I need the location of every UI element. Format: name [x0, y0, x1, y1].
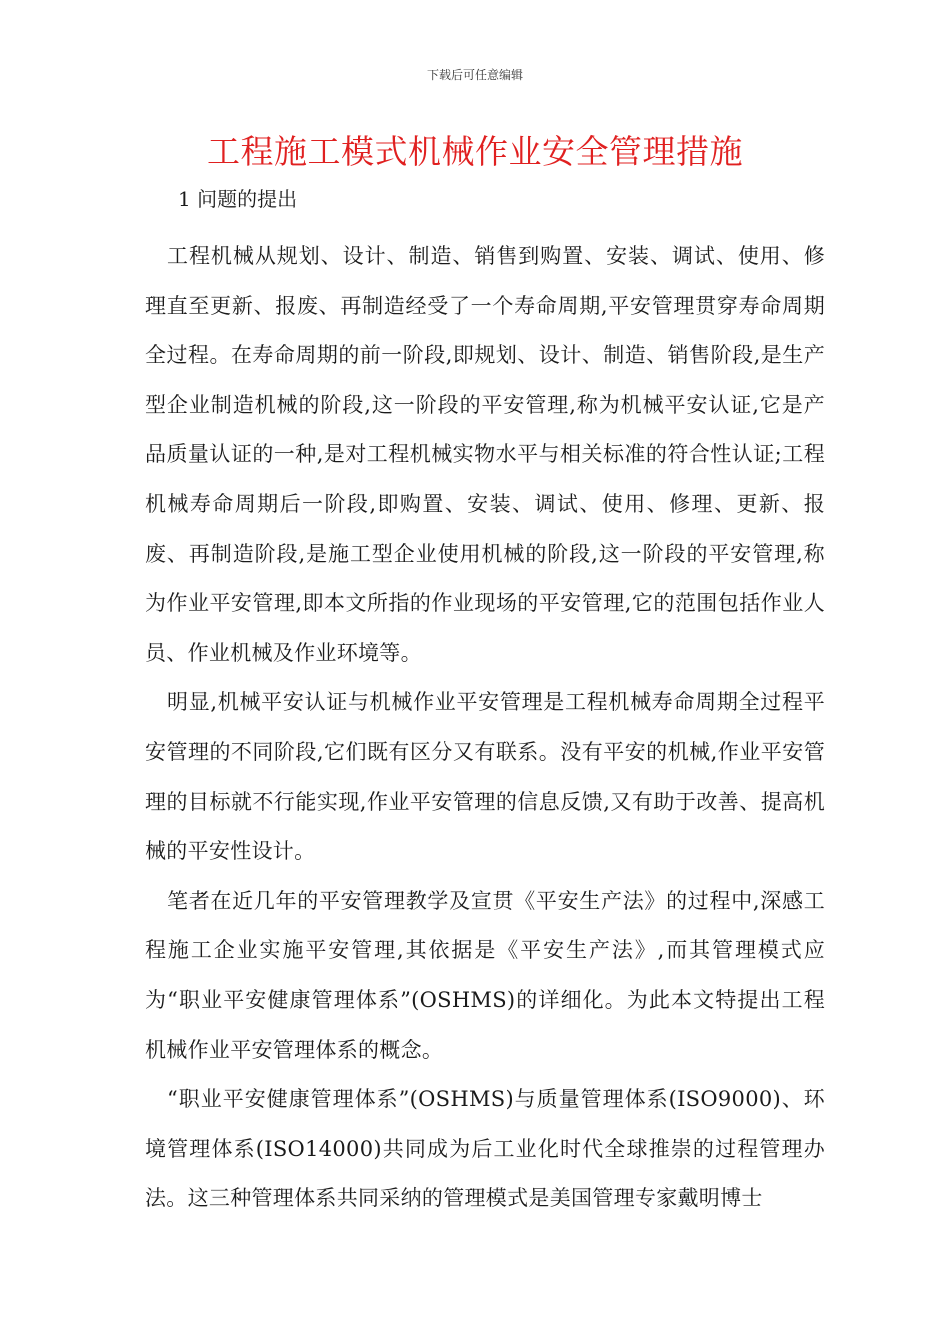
paragraph-2: 明显,机械平安认证与机械作业平安管理是工程机械寿命周期全过程平安管理的不同阶段,它们既有区分又有联系。没有平安的机械,作业平安管理的目标就不行能实现,作业平安管理的信息反馈,又有助于改善、提高机械的平安性设计。: [145, 690, 825, 864]
paragraph-4: “职业平安健康管理体系”(OSHMS)与质量管理体系(ISO9000)、环境管理体系(ISO14000)共同成为后工业化时代全球推崇的过程管理办法。这三种管理体系共同采纳的管理模式是美国管理专家戴明博士: [145, 1087, 825, 1211]
header-note: 下载后可任意编辑: [426, 68, 523, 82]
paragraph-3: 笔者在近几年的平安管理教学及宣贯《平安生产法》的过程中,深感工程施工企业实施平安管理,其依据是《平安生产法》,而其管理模式应为“职业平安健康管理体系”(OSHMS)的详细化。为此本文特提出工程机械作业平安管理体系的概念。: [145, 888, 825, 1062]
paragraph-1: 工程机械从规划、设计、制造、销售到购置、安装、调试、使用、修理直至更新、报废、再制造经受了一个寿命周期,平安管理贯穿寿命周期全过程。在寿命周期的前一阶段,即规划、设计、制造、销售阶段,是生产型企业制造机械的阶段,这一阶段的平安管理,称为机械平安认证,它是产品质量认证的一种,是对工程机械实物水平与相关标准的符合性认证;工程机械寿命周期后一阶段,即购置、安装、调试、使用、修理、更新、报废、再制造阶段,是施工型企业使用机械的阶段,这一阶段的平安管理,称为作业平安管理,即本文所指的作业现场的平安管理,它的范围包括作业人员、作业机械及作业环境等。: [145, 244, 825, 665]
section-heading: 1 问题的提出: [178, 187, 298, 211]
document-title: 工程施工模式机械作业安全管理措施: [207, 132, 743, 171]
document-body: [145, 232, 825, 1224]
